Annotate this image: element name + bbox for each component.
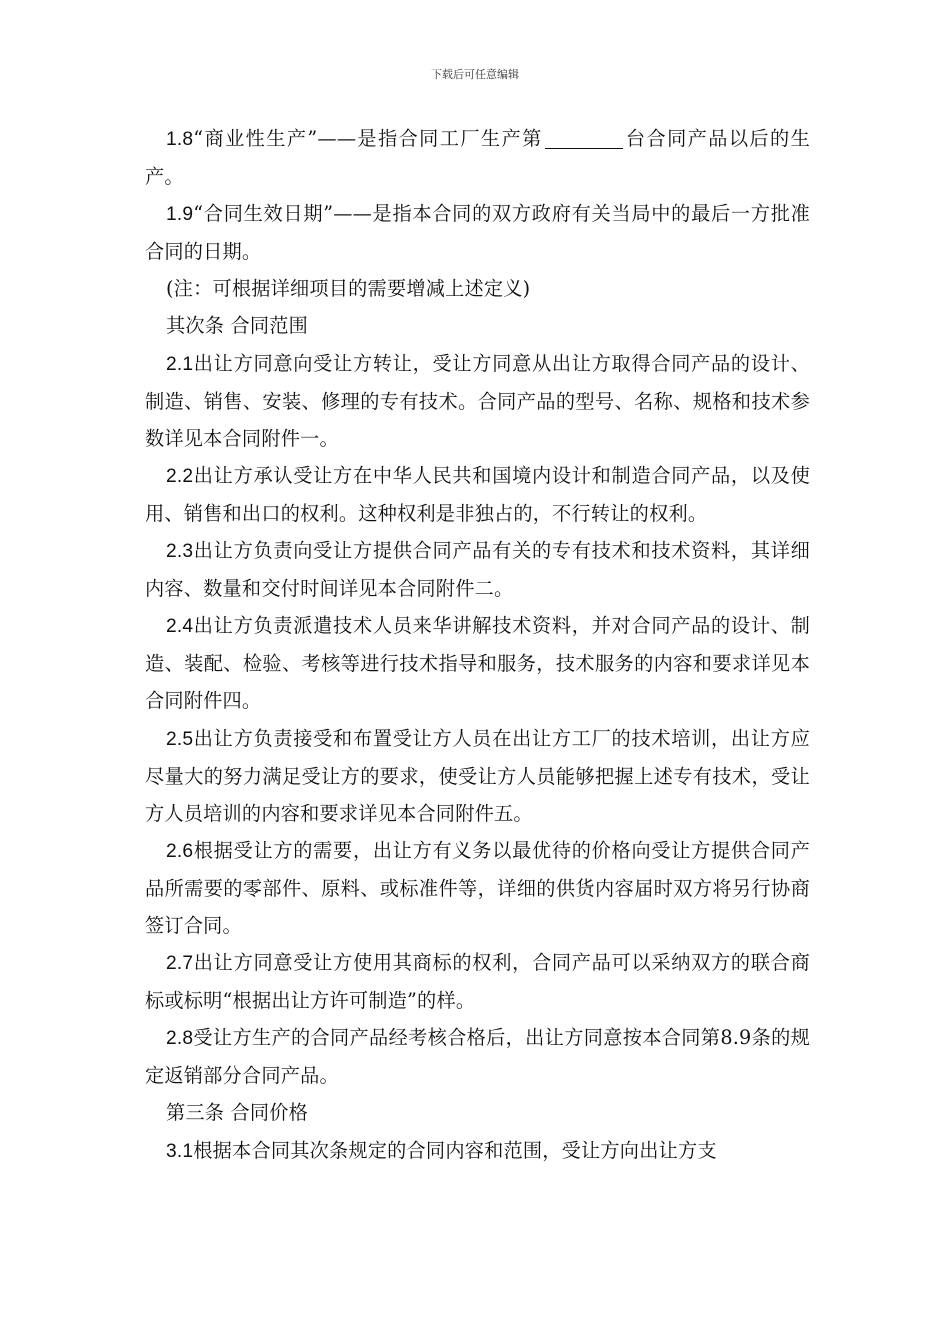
clause-2-8 <box>145 1019 810 1094</box>
clause-text: 出让方负责派遣技术人员来华讲解技术资料，并对合同产品的设计、制造、装配、检验、考核等进行技术指导和服务，技术服务的内容和要求详见本合同附件四。 <box>145 614 810 713</box>
clause-text: 出让方同意向受让方转让，受让方同意从出让方取得合同产品的设计、制造、销售、安装、修理的专有技术。合同产品的型号、名称、规格和技术参数详见本合同附件一。 <box>145 351 810 450</box>
clause-text: 出让方负责接受和布置受让方人员在出让方工厂的技术培训，出让方应尽量大的努力满足受让方的要求，使受让方人员能够把握上述专有技术，受让方人员培训的内容和要求详见本合同附件五。 <box>145 726 810 825</box>
clause-1-9 <box>145 195 810 270</box>
clause-number: 2.7 <box>166 953 194 975</box>
clause-number: 2.1 <box>166 353 194 375</box>
clause-2-7 <box>145 944 810 1019</box>
clause-text: “合同生效日期”——是指本合同的双方政府有关当局中的最后一方批准合同的日期。 <box>145 202 810 264</box>
clause-number: 2.6 <box>166 840 194 862</box>
clause-number: 3.1 <box>166 1140 194 1162</box>
clause-2-2 <box>145 457 810 532</box>
clause-text: 受让方生产的合同产品经考核合格后，出让方同意按本合同第8.9条的规定返销部分合同产品。 <box>145 1026 810 1088</box>
clause-text: 根据本合同其次条规定的合同内容和范围，受让方向出让方支 <box>193 1138 717 1162</box>
clause-number: 2.3 <box>166 541 194 563</box>
clause-text: “商业性生产”——是指合同工厂生产第 <box>193 127 543 150</box>
clause-1-8 <box>145 120 810 195</box>
clause-number: 2.4 <box>166 616 194 638</box>
document-body <box>145 120 810 1170</box>
clause-number: 2.8 <box>166 1028 194 1050</box>
clause-text: 出让方承认受让方在中华人民共和国境内设计和制造合同产品，以及使用、销售和出口的权利。这种权利是非独占的，不行转让的权利。 <box>145 463 810 525</box>
clause-2-5 <box>145 720 810 832</box>
note-text: (注：可根据详细项目的需要增减上述定义) <box>166 277 531 301</box>
clause-3-1 <box>145 1132 810 1170</box>
clause-text: 出让方同意受让方使用其商标的权利，合同产品可以采纳双方的联合商标或标明“根据出让方许可制造”的样。 <box>145 951 810 1013</box>
clause-2-6 <box>145 832 810 944</box>
clause-text: 出让方负责向受让方提供合同产品有关的专有技术和技术资料，其详细内容、数量和交付时间详见本合同附件二。 <box>145 539 810 601</box>
article-2-heading <box>145 307 810 344</box>
clause-text: 台合同产品以后的生产。 <box>145 127 810 189</box>
clause-2-3 <box>145 532 810 607</box>
clause-number: 1.8 <box>166 129 194 150</box>
article-heading: 其次条 合同范围 <box>166 314 309 338</box>
page-header: 下载后可任意编辑 <box>431 68 519 81</box>
definition-note <box>145 270 810 307</box>
article-heading: 第三条 合同价格 <box>166 1101 309 1125</box>
clause-text: 根据受让方的需要，出让方有义务以最优待的价格向受让方提供合同产品所需要的零部件、原料、或标准件等，详细的供货内容届时双方将另行协商签订合同。 <box>145 838 810 937</box>
clause-number: 1.9 <box>166 204 194 226</box>
clause-number: 2.2 <box>166 465 194 487</box>
clause-2-1 <box>145 345 810 457</box>
article-3-heading <box>145 1094 810 1131</box>
fill-in-blank <box>545 128 623 149</box>
clause-number: 2.5 <box>166 728 194 750</box>
clause-2-4 <box>145 607 810 719</box>
